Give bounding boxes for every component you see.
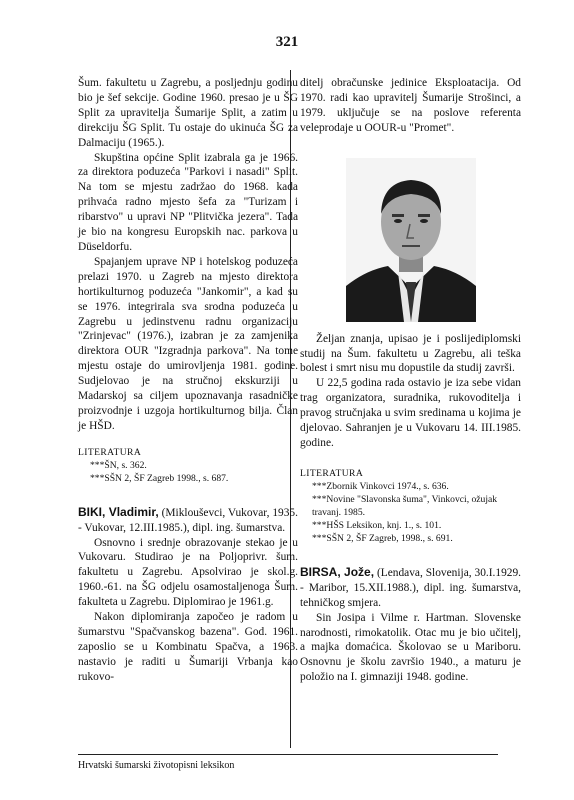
paragraph: Osnovno i srednje obrazovanje stekao je u Vukovaru. Studirao je na Poljoprivr. šum. fakultetu u Zagrebu. Apsolvirao je skol.g. 1960.-61. na ŠG odjelu osamostaljenoga Šum. fakulteta u Zagrebu. Diplomirao je 1961.g. bbox=[78, 536, 298, 609]
literature-title: LITERATURA bbox=[78, 446, 142, 458]
footer-text: Hrvatski šumarski životopisni leksikon bbox=[78, 760, 235, 771]
page-number: 321 bbox=[275, 34, 299, 50]
paragraph: Sin Josipa i Vilme r. Hartman. Slovenske narodnosti, rimokatolik. Otac mu je bio učitelj, a majka domaćica. Školovao se u Mariboru. Osnovnu je školu završio 1940., a maturu je položio na I. gimnaziji 1948. godine. bbox=[300, 611, 521, 684]
paragraph: ditelj obračunske jedinice Eksploatacija. Od 1970. radi kao upravitelj Šumarije Strošinci, a 1979. uključuje se na poslove referenta veleprodaje u OOUR-u "Promet". bbox=[300, 77, 521, 134]
paragraph: Šum. fakultetu u Zagrebu, a posljednju godinu bio je šef sekcije. Godine 1960. presao je u ŠG Split za upravitelja Šumarije Split, a zatim u direkciju ŠG Split. Tu ostaje do ukinuća ŠG za Dalmaciju (1965.). bbox=[78, 77, 298, 149]
paragraph: Željan znanja, upisao je i poslijediplomski studij na Šum. fakultetu u Zagrebu, ali teška bolest i smrt nisu mu dopustile da studij završi. bbox=[300, 332, 521, 375]
paragraph: Nakon diplomiranja započeo je radom u šumarstvu "Spačvanskog bazena". God. 1961. zaposlio se u Kombinatu Spačva, a 1963. nastavio je raditi u Šumariji Vrbanja kao rukovo- bbox=[78, 611, 298, 683]
portrait-photo-image bbox=[346, 158, 476, 322]
footer-divider bbox=[78, 754, 498, 755]
paragraph: Skupština općine Split izabrala ga je 1966. za direktora poduzeća "Parkovi i nasadi" Split. Na tom se mjestu zadržao do 1968. kada prihvaća radno mjesto šefa za "Turizam i ribarstvo" u upravi NP "Plitvička jezera". Tada je bio na kongresu Europskih nac. parkova u Düseldorfu. bbox=[78, 151, 298, 253]
entry-name: BIRSA, Jože, bbox=[300, 564, 375, 579]
paragraph: Spajanjem uprave NP i hotelskog poduzeća prelazi 1970. u Zagreb na mjesto direktora hortikulturnog poduzeća "Jankomir", a kad su se 1976. integrirala sva srodna poduzeća u Zagrebu u jedinstvenu radnu organizaciju "Zrinjevac" (1976.), izabran je za zamjenika direktora OUR "Izgradnja parkova". Na tome mjestu ostaje do umirovljenja 1981. godine. Sudjelovao je na stručnoj ekskurziji u Madarskoj sa ciljem upoznavanja rasadničke proizvodnje i uzgoja hortikulturnog bilja. Član je HŠD. bbox=[78, 255, 298, 432]
literature-item: ***ŠN, s. 362. bbox=[90, 459, 147, 471]
literature-item: ***Novine "Slavonska šuma", Vinkovci, ožujak travanj. 1985. bbox=[312, 493, 498, 518]
entry-details: (Lendava, Slovenija, 30.I.1929. - Maribor, 15.XII.1988.), dipl. ing. šumarstva, tehničkog smjera. bbox=[300, 566, 522, 609]
entry-name: BIKI, Vladimir, bbox=[78, 504, 159, 519]
literature-item: ***Zbornik Vinkovci 1974., s. 636. bbox=[312, 480, 449, 492]
portrait-photo bbox=[346, 158, 476, 322]
paragraph: U 22,5 godina rada ostavio je iza sebe vidan trag organizatora, suradnika, rukovoditelja i pravog stručnjaka u svim sredinama u kojima je djelovao. Sahranjen je u Vukovaru 14. III.1985. godine. bbox=[300, 377, 521, 449]
literature-item: ***SŠN 2, ŠF Zagreb 1998., s. 687. bbox=[90, 472, 229, 484]
literature-item: ***HŠS Leksikon, knj. 1., s. 101. bbox=[312, 519, 442, 531]
literature-item: ***SŠN 2, ŠF Zagreb, 1998., s. 691. bbox=[312, 532, 453, 544]
left-column bbox=[78, 76, 298, 685]
entry-heading bbox=[78, 505, 298, 536]
entry-heading bbox=[300, 565, 521, 611]
right-column bbox=[300, 76, 521, 685]
literature-title: LITERATURA bbox=[300, 467, 364, 479]
entry-details: (Miklouševci, Vukovar, 1935. - Vukovar, 12.III.1985.), dipl. ing. šumarstva. bbox=[78, 506, 298, 534]
